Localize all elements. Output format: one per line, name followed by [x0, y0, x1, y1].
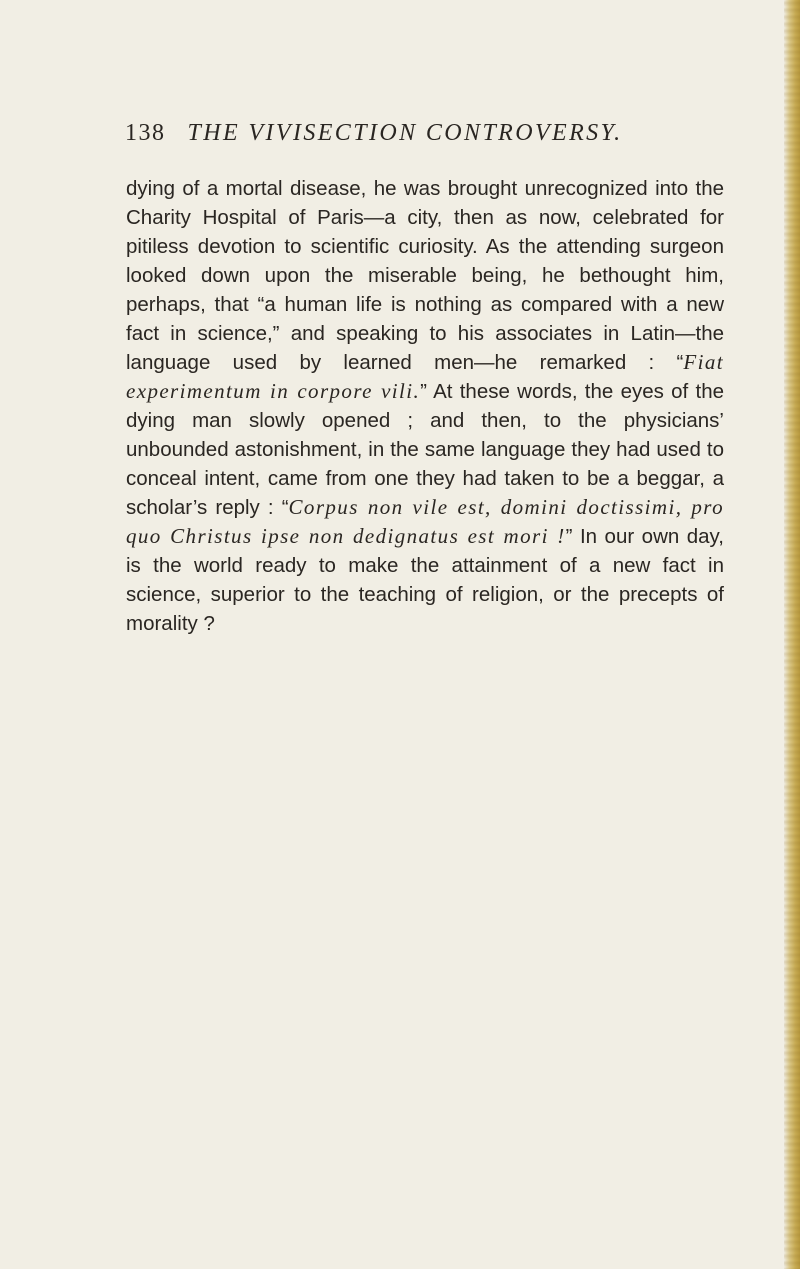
running-title: THE VIVISECTION CONTROVERSY.	[187, 120, 623, 146]
running-head	[125, 120, 685, 154]
text-segment: ” At these words, the eyes of the dying man slowly opened ; and then, to the physicians’ unbounded astonishment, in the same language they had used to conceal intent, came from one they had taken to be a beggar, a scholar’s reply : “	[126, 380, 724, 519]
text-segment: ” In our own day, is the world ready to make the attainment of a new fact in science, superior to the teaching of religion, or the precepts of morality ?	[126, 525, 724, 635]
latin-quote: Corpus non vile est, domini doctissimi, pro quo Christus ipse non dedignatus est mori !	[126, 495, 724, 548]
text-segment: dying of a mortal disease, he was brought unrecognized into the Charity Hospital of Paris—a city, then as now, celebrated for pitiless devotion to scientific curiosity. As the attending surgeon looked down upon the miserable being, he bethought him, perhaps, that “a human life is nothing as compared with a new fact in science,” and speaking to his associates in Latin—the language used by learned men—he remarked : “	[126, 177, 724, 374]
latin-quote: Fiat experimentum in corpore vili.	[126, 350, 724, 403]
body-paragraph	[126, 174, 724, 638]
page-number: 138	[125, 120, 166, 146]
page-edge	[784, 0, 800, 1269]
